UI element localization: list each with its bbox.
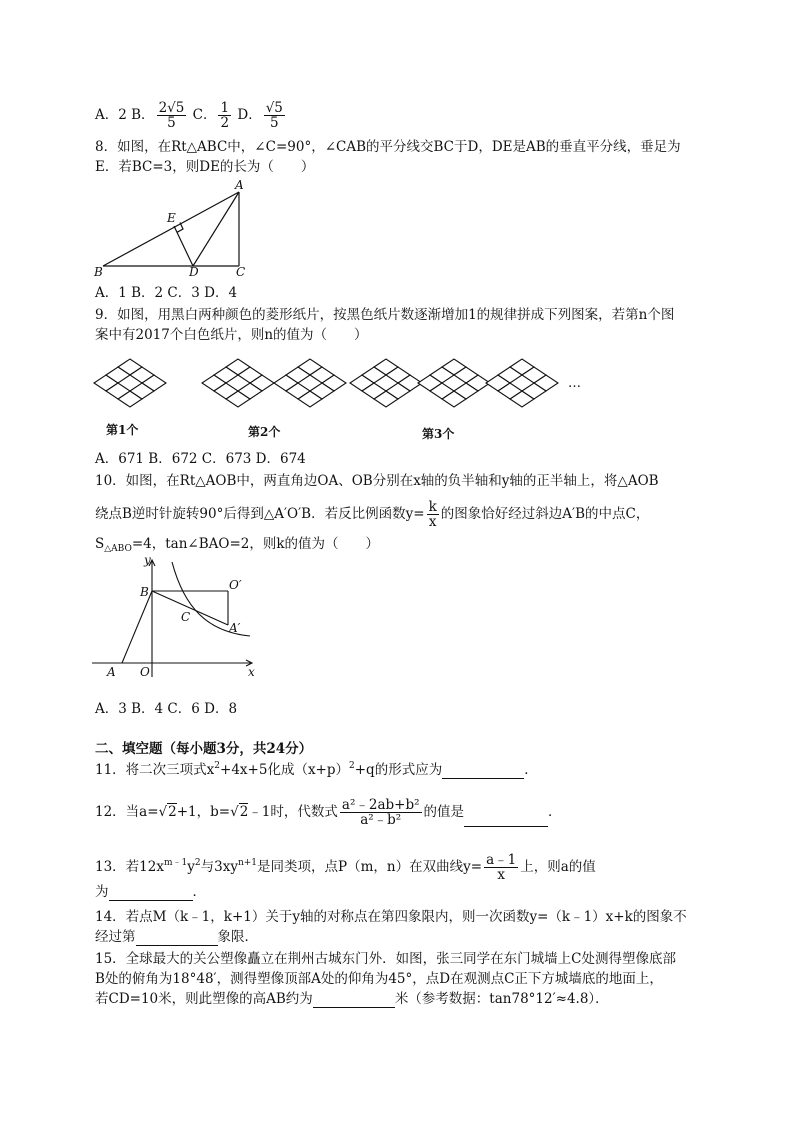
q10-options: A．3 B．4 C．6 D．8 [95, 701, 238, 717]
q8-label-a: A [235, 178, 244, 192]
q13-answer-blank[interactable] [109, 886, 193, 901]
q10-function-fraction: $\frac{k}{x}$ [428, 499, 437, 530]
q10-label-y: y [144, 553, 151, 567]
q14-answer-blank[interactable] [136, 931, 218, 946]
q15-text-line1: 15．全球最大的关公塑像矗立在荆州古城东门外．如图，张三同学在东门城墙上C处测得塑像底部 [95, 951, 677, 967]
q8-label-d: D [189, 265, 199, 279]
q7-option-d-fraction: $\frac{√5}{5}$ [265, 100, 283, 131]
q12-answer-blank[interactable] [464, 812, 548, 827]
q8-label-b: B [94, 265, 103, 279]
q10-label-a: A [107, 665, 116, 679]
q9-ellipsis: … [568, 376, 581, 391]
q9-caption-1: 第1个 [106, 423, 139, 437]
q15-text-line2: B处的俯角为18°48′，测得塑像顶部A处的仰角为45°，点D在观测点C正下方城墙底的地面上， [95, 971, 663, 987]
q9-options: A．671 B．672 C．673 D．674 [95, 451, 306, 467]
q15-answer-blank[interactable] [313, 993, 395, 1008]
q7-option-c-fraction: $\frac{1}{2}$ [220, 100, 230, 131]
q10-text-line1: 10．如图，在Rt△AOB中，两直角边OA、OB分别在x轴的负半轴和y轴的正半轴上，将△AOB [95, 473, 659, 489]
q13-text-line2: 为 ． [95, 884, 206, 900]
q8-triangle-figure [88, 178, 258, 280]
q7-option-b-fraction: $\frac{2√5}{5}$ [158, 100, 185, 131]
q8-text-line2: E．若BC=3，则DE的长为（ ） [95, 159, 315, 175]
q15-text-line3: 若CD=10米，则此塑像的高AB约为 米（参考数据：tan78°12′≈4.8）． [95, 991, 609, 1007]
q12-sqrt-symbol-1: √ [158, 804, 168, 820]
q10-segment-ab [122, 591, 152, 663]
q10-label-c: C [181, 610, 191, 624]
q14-text-line2: 经过第 象限． [95, 929, 258, 945]
q10-text-line3: $S_{\triangle ABO}=4$，tan∠BAO=2，则k的值为（ ） [95, 536, 380, 554]
q8-text-line1: 8．如图，在Rt△ABC中，∠C=90°，∠CAB的平分线交BC于D，DE是AB的垂直平分线，垂足为 [95, 139, 681, 155]
q9-text-line2: 案中有2017个白色纸片，则n的值为（ ） [95, 327, 368, 343]
q10-coordinate-figure [92, 552, 262, 680]
q10-label-o1: O′ [229, 578, 242, 592]
q8-label-c: C [236, 265, 246, 279]
q10-label-a1: A′ [229, 621, 241, 635]
q12-text: 12．当a=√2+1，b=√2﹣1时，代数式 $\frac{\text{a²﹣2ab+b²}}{\text{a²﹣b²}}$ 的值是 ． [95, 797, 562, 828]
q7-options: A．2 B． $\frac{2√5}{5}$ C． $\frac{1}{2}$ D． $\frac{√5}{5}$ [95, 100, 283, 131]
q9-rhombus-patterns [88, 350, 588, 445]
q11-text: 11．将二次三项式$x^2+4x+5$化成$(x+p)^2+q$的形式应为 ． [95, 761, 538, 778]
q10-label-b: B [140, 585, 149, 599]
q8-segment-ad [193, 192, 239, 266]
q10-label-x: x [248, 665, 255, 679]
q13-hyperbola-fraction: $\frac{a﹣1}{x}$ [486, 852, 517, 883]
q10-label-o: O [140, 665, 150, 679]
q8-segment-ab [103, 192, 239, 266]
q10-text-line2: 绕点B逆时针旋转90°后得到△A′O′B．若反比例函数y= $\frac{k}{x}$ 的图象恰好经过斜边A′B的中点C， [95, 499, 650, 530]
q11-answer-blank[interactable] [442, 764, 524, 779]
q8-label-e: E [167, 211, 176, 225]
q8-options: A．1 B．2 C．3 D．4 [95, 285, 238, 301]
q9-caption-3: 第3个 [422, 427, 455, 441]
section-title-fill-in: 二、填空题（每小题3分，共24分） [95, 741, 313, 757]
q14-text-line1: 14．若点M（k﹣1，k+1）关于y轴的对称点在第四象限内，则一次函数y=（k﹣1）x+k的图象不 [95, 909, 687, 925]
q9-text-line1: 9．如图，用黑白两种颜色的菱形纸片，按黑色纸片数逐渐增加1的规律拼成下列图案，若第n个图 [95, 307, 675, 323]
q12-sqrt-symbol-2: √ [230, 804, 239, 820]
q12-expression-fraction: $\frac{\text{a²﹣2ab+b²}}{\text{a²﹣b²}}$ [341, 797, 420, 828]
q9-caption-2: 第2个 [248, 425, 281, 439]
q13-text-line1: 13．若$12x^{m﹣1}y^2$与$3xy^{n+1}$是同类项，点P（m，n）在双曲线y= $\frac{a﹣1}{x}$ 上，则a的值 [95, 852, 596, 883]
